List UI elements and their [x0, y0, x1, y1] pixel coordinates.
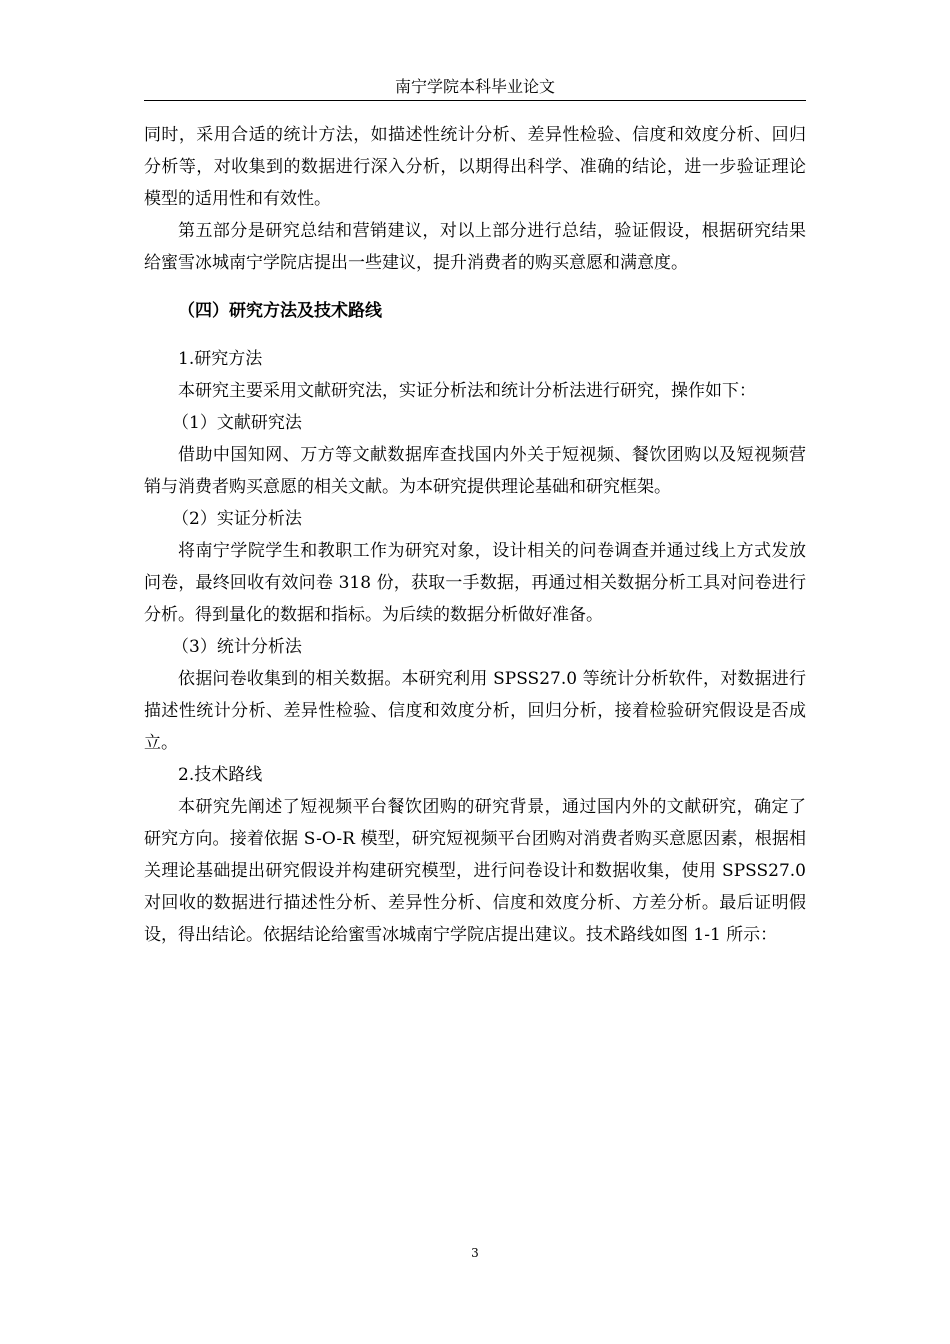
- method-statistical-title: （3）统计分析法: [172, 637, 302, 657]
- paragraph-literature-method: 借助中国知网、万方等文献数据库查找国内外关于短视频、餐饮团购以及短视频营销与消费者购买意愿的相关文献。为本研究提供理论基础和研究框架。: [144, 445, 806, 497]
- method-empirical-title: （2）实证分析法: [172, 509, 302, 529]
- paragraph-analysis-methods: 同时，采用合适的统计方法，如描述性统计分析、差异性检验、信度和效度分析、回归分析等，对收集到的数据进行深入分析，以期得出科学、准确的结论，进一步验证理论模型的适用性和有效性。: [144, 125, 806, 209]
- document-body: [144, 119, 806, 951]
- paragraph-part-five: 第五部分是研究总结和营销建议，对以上部分进行总结，验证假设，根据研究结果给蜜雪冰城南宁学院店提出一些建议，提升消费者的购买意愿和满意度。: [144, 221, 806, 273]
- section-heading-methods-route: （四）研究方法及技术路线: [178, 301, 382, 321]
- subheading-research-methods: 1.研究方法: [178, 349, 263, 369]
- header-divider: [144, 100, 806, 101]
- paragraph-methods-intro: 本研究主要采用文献研究法，实证分析法和统计分析法进行研究，操作如下：: [178, 381, 756, 401]
- page-header-title: 南宁学院本科毕业论文: [394, 77, 555, 96]
- page-number: 3: [471, 1246, 479, 1260]
- method-literature-title: （1）文献研究法: [172, 413, 302, 433]
- paragraph-empirical-method: 将南宁学院学生和教职工作为研究对象，设计相关的问卷调查并通过线上方式发放问卷，最终回收有效问卷 318 份，获取一手数据，再通过相关数据分析工具对问卷进行分析。得到量化的数据和指标。为后续的数据分析做好准备。: [144, 541, 806, 625]
- paragraph-statistical-method: 依据问卷收集到的相关数据。本研究利用 SPSS27.0 等统计分析软件，对数据进行描述性统计分析、差异性检验、信度和效度分析，回归分析，接着检验研究假设是否成立。: [144, 669, 806, 753]
- subheading-technical-route: 2.技术路线: [178, 765, 263, 785]
- paragraph-technical-route: 本研究先阐述了短视频平台餐饮团购的研究背景，通过国内外的文献研究，确定了研究方向。接着依据 S-O-R 模型，研究短视频平台团购对消费者购买意愿因素，根据相关理论基础提出研究假设并构建研究模型，进行问卷设计和数据收集，使用 SPSS27.0 对回收的数据进行描述性分析、差异性分析、信度和效度分析、方差分析。最后证明假设，得出结论。依据结论给蜜雪冰城南宁学院店提出建议。技术路线如图 1-1 所示：: [144, 797, 806, 945]
